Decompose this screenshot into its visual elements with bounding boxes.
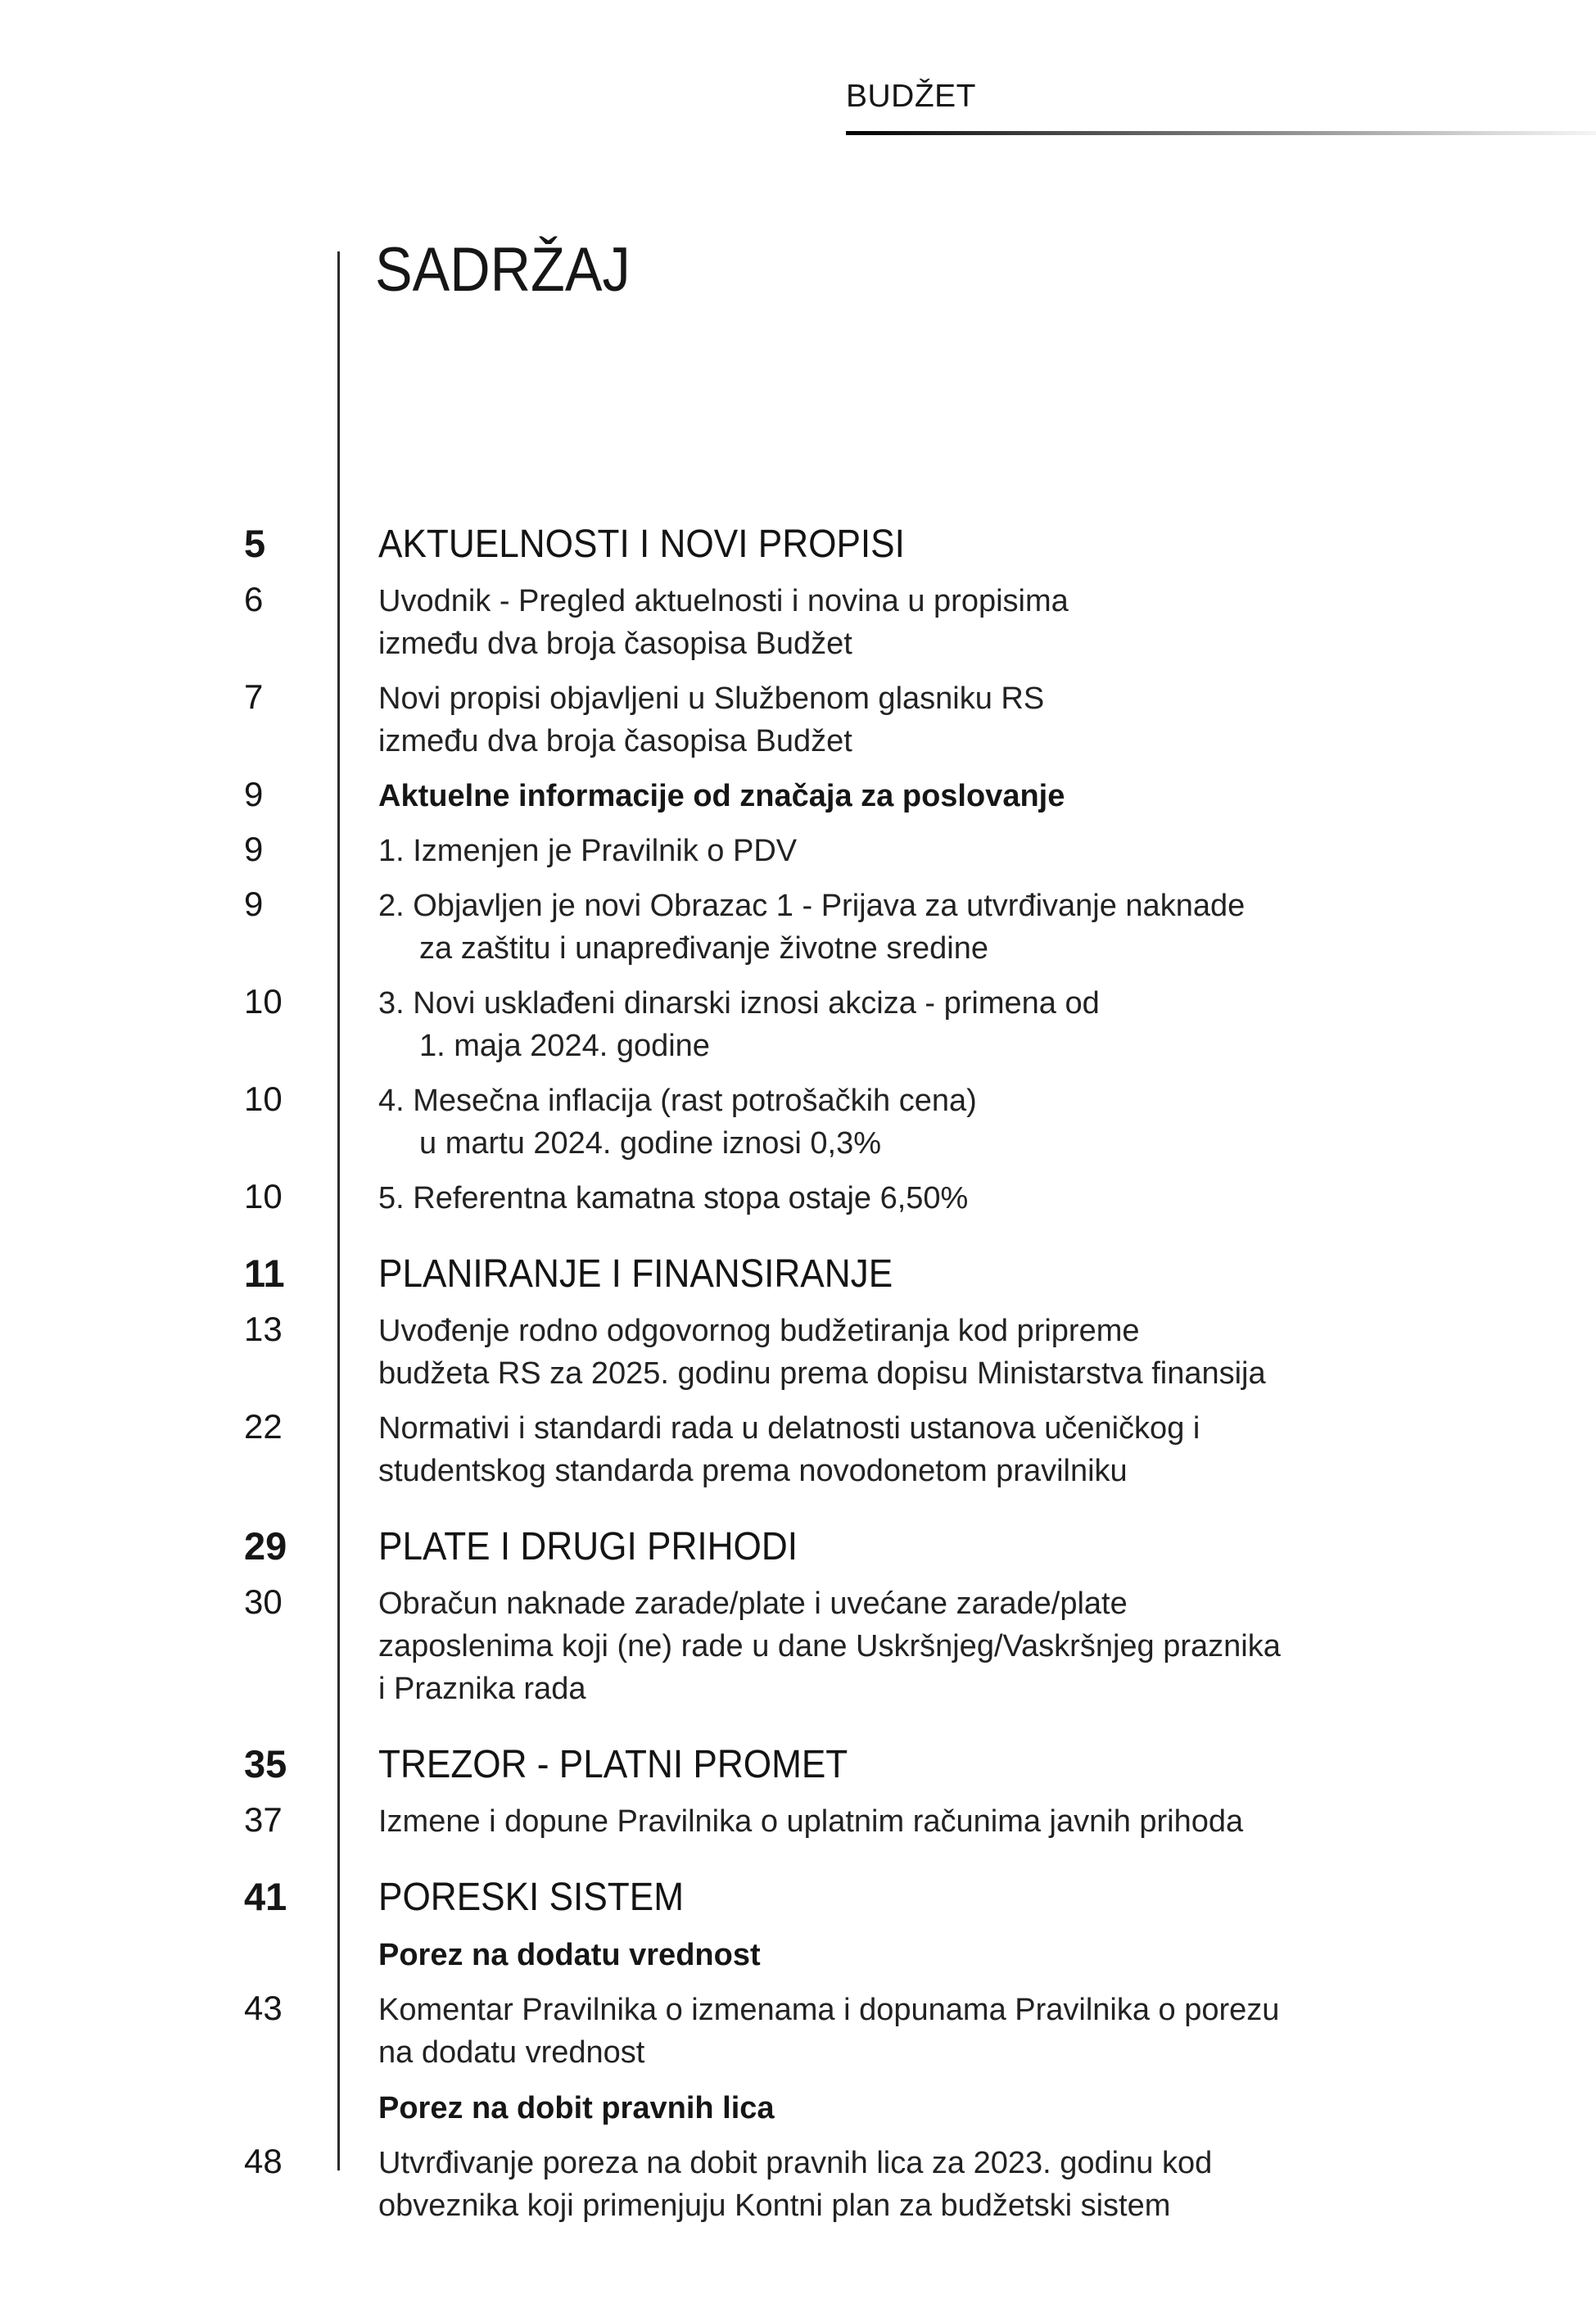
entry-title: [378, 1080, 1489, 1165]
entry-title: [378, 1934, 1489, 1976]
page-number: 13: [244, 1310, 283, 1348]
entry-title: [378, 1524, 1400, 1570]
page-number: 48: [244, 2142, 283, 2180]
page-number: 6: [244, 580, 264, 618]
entry-title: [378, 1875, 1400, 1921]
toc-entry: [244, 1251, 1489, 1297]
page-number: 5: [244, 522, 266, 565]
page-number: 30: [244, 1582, 283, 1621]
toc-entry: [244, 1741, 1489, 1788]
entry-line: Uvodnik - Pregled aktuelnosti i novina u propisima: [378, 584, 1069, 618]
page-number: 10: [244, 1080, 283, 1118]
page-number: 9: [244, 775, 264, 813]
entry-line: Obračun naknade zarade/plate i uvećane zarade/plate: [378, 1586, 1128, 1621]
entry-line: budžeta RS za 2025. godinu prema dopisu Ministarstva finansija: [378, 1356, 1266, 1391]
entry-line: Novi propisi objavljeni u Službenom glasniku RS: [378, 681, 1045, 716]
entry-line: 3. Novi usklađeni dinarski iznosi akciza - primena od: [378, 986, 1100, 1021]
page-number: 22: [244, 1407, 283, 1446]
toc-entry: [244, 828, 1489, 872]
entry-line: PLANIRANJE I FINANSIRANJE: [378, 1252, 893, 1296]
page-number: 41: [244, 1875, 287, 1918]
toc-entry: [244, 1987, 1489, 2074]
entry-title: [378, 775, 1489, 817]
toc-entry: [244, 676, 1489, 763]
entry-title: [378, 1310, 1489, 1395]
toc-entry: [244, 1523, 1489, 1570]
entry-line: Porez na dodatu vrednost: [378, 1938, 761, 1972]
page-number: 29: [244, 1524, 287, 1568]
page-number: 35: [244, 1742, 287, 1786]
entry-title: [378, 1177, 1489, 1220]
entry-title: [378, 982, 1489, 1067]
entry-title: [378, 1252, 1400, 1297]
toc-entry: [244, 1078, 1489, 1165]
entry-line: Normativi i standardi rada u delatnosti ustanova učeničkog i: [378, 1411, 1200, 1446]
page-number: 11: [244, 1252, 285, 1295]
entry-title: [378, 1800, 1489, 1843]
entry-line: i Praznika rada: [378, 1672, 586, 1706]
entry-title: [378, 580, 1489, 665]
toc-entry: [244, 1799, 1489, 1843]
page-number: 9: [244, 885, 264, 923]
entry-line: PORESKI SISTEM: [378, 1876, 684, 1919]
page-number: 9: [244, 830, 264, 868]
entry-title: [378, 1742, 1400, 1788]
entry-line: između dva broja časopisa Budžet: [378, 627, 852, 661]
entry-line: obveznika koji primenjuju Kontni plan za budžetski sistem: [378, 2188, 1171, 2223]
contents-title: SADRŽAJ: [375, 235, 631, 305]
entry-line: studentskog standarda prema novodonetom pravilniku: [378, 1454, 1128, 1488]
entry-line: Izmene i dopune Pravilnika o uplatnim računima javnih prihoda: [378, 1804, 1244, 1839]
entry-line: Uvođenje rodno odgovornog budžetiranja kod pripreme: [378, 1314, 1140, 1348]
toc-entry: [244, 1175, 1489, 1220]
toc-entry: [244, 773, 1489, 817]
entry-title: [378, 2087, 1489, 2130]
toc-entry: [244, 2087, 1489, 2130]
page-number: 7: [244, 677, 264, 716]
entry-line: 1. maja 2024. godine: [419, 1029, 710, 1063]
entry-line: na dodatu vrednost: [378, 2035, 645, 2070]
masthead-gradient-rule: [846, 131, 1596, 135]
toc-entry: [244, 883, 1489, 970]
entry-title: [378, 2142, 1489, 2227]
toc-entry-list: [244, 490, 1489, 2227]
toc-entry: [244, 578, 1489, 665]
entry-title: [378, 1582, 1489, 1710]
entry-line: zaposlenima koji (ne) rade u dane Uskršnjeg/Vaskršnjeg praznika: [378, 1629, 1281, 1663]
page-number: 37: [244, 1800, 283, 1839]
entry-line: AKTUELNOSTI I NOVI PROPISI: [378, 523, 905, 566]
entry-line: 2. Objavljen je novi Obrazac 1 - Prijava za utvrđivanje naknade: [378, 889, 1246, 923]
entry-title: [378, 677, 1489, 763]
entry-line: između dva broja časopisa Budžet: [378, 724, 852, 758]
entry-line: TREZOR - PLATNI PROMET: [378, 1743, 848, 1786]
entry-line: Utvrđivanje poreza na dobit pravnih lica za 2023. godinu kod: [378, 2146, 1213, 2180]
toc-entry: [244, 1405, 1489, 1492]
page-number: 10: [244, 982, 283, 1021]
entry-line: Komentar Pravilnika o izmenama i dopunama Pravilnika o porezu: [378, 1993, 1280, 2027]
entry-title: [378, 522, 1400, 568]
entry-title: [378, 1989, 1489, 2074]
toc-entry: [244, 980, 1489, 1067]
entry-title: [378, 1407, 1489, 1492]
entry-line: u martu 2024. godine iznosi 0,3%: [419, 1126, 882, 1161]
entry-title: [378, 830, 1489, 872]
entry-line: Porez na dobit pravnih lica: [378, 2091, 775, 2125]
toc-entry: [244, 2140, 1489, 2227]
toc-entry: [244, 521, 1489, 568]
toc-entry: [244, 1581, 1489, 1710]
toc-entry: [244, 1934, 1489, 1976]
entry-line: 5. Referentna kamatna stopa ostaje 6,50%: [378, 1181, 969, 1215]
toc-entry: [244, 1874, 1489, 1921]
entry-line: Aktuelne informacije od značaja za poslovanje: [378, 779, 1065, 813]
toc-entry: [244, 1308, 1489, 1395]
entry-line: PLATE I DRUGI PRIHODI: [378, 1525, 798, 1568]
magazine-title: BUDŽET: [846, 79, 976, 114]
entry-title: [378, 885, 1489, 970]
entry-line: za zaštitu i unapređivanje životne sredine: [419, 931, 988, 966]
page-number: 10: [244, 1177, 283, 1215]
entry-line: 1. Izmenjen je Pravilnik o PDV: [378, 834, 798, 868]
entry-line: 4. Mesečna inflacija (rast potrošačkih cena): [378, 1084, 977, 1118]
page-number: 43: [244, 1989, 283, 2027]
